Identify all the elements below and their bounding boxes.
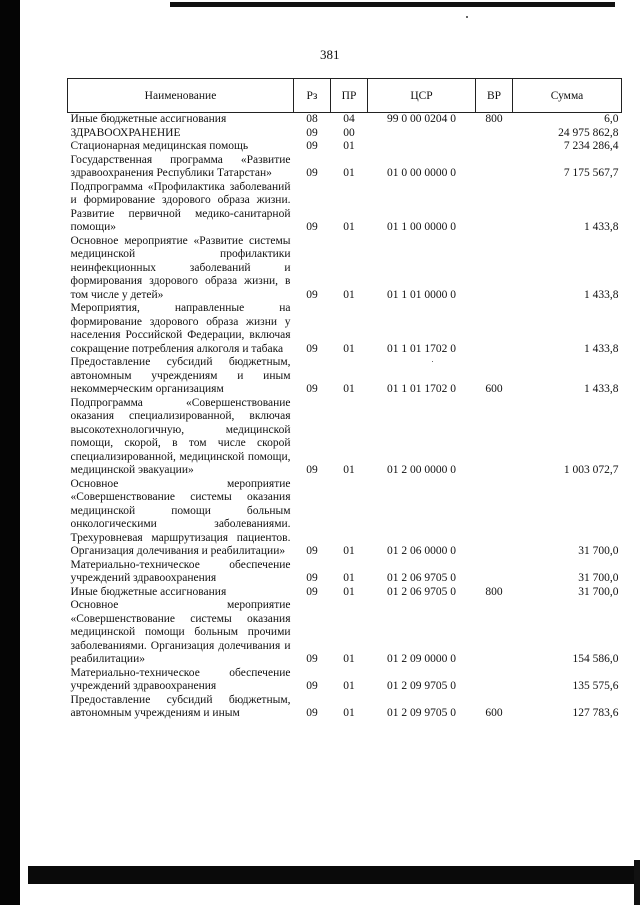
- column-header-name: Наименование: [68, 79, 294, 113]
- row-vr: [476, 559, 513, 586]
- row-rz: 09: [306, 167, 318, 179]
- row-rz: 09: [306, 383, 318, 395]
- row-rz: 09: [306, 342, 318, 355]
- row-rz: 09: [306, 464, 318, 476]
- row-csr: 01 2 06 0000 0: [387, 545, 456, 557]
- row-vr: [476, 127, 513, 141]
- table-row: [68, 235, 622, 303]
- column-header-csr: ЦСР: [368, 79, 476, 113]
- row-name: Иные бюджетные ассигнования: [70, 113, 227, 125]
- row-name: Государственная программа «Развитие здравоохранения Республики Татарстан»: [70, 153, 291, 179]
- row-pr: 01: [343, 221, 355, 233]
- row-sum: 31 700,0: [578, 572, 619, 584]
- row-sum: 24 975 862,8: [558, 126, 619, 139]
- row-name: Основное мероприятие «Развитие системы медицинской профилактики неинфекционных заболеваний и формирования здорового образа жизни, в том числе у детей»: [70, 234, 291, 301]
- row-rz: 09: [306, 140, 318, 152]
- table-row: [68, 127, 622, 141]
- page-number: 381: [320, 47, 340, 62]
- row-sum: 154 586,0: [572, 653, 619, 665]
- row-name: Стационарная медицинская помощь: [70, 140, 249, 152]
- row-sum: 127 783,6: [572, 707, 619, 719]
- row-rz: 08: [306, 113, 318, 125]
- table-row: [68, 113, 622, 127]
- row-vr: [476, 140, 513, 154]
- row-vr: 800: [485, 585, 503, 598]
- scan-left-edge: [0, 0, 20, 905]
- row-name: Иные бюджетные ассигнования: [70, 585, 227, 598]
- row-name: Материально-техническое обеспечение учреждений здравоохранения: [70, 558, 291, 584]
- row-csr: 01 2 00 0000 0: [387, 464, 456, 476]
- row-sum: 31 700,0: [578, 545, 619, 557]
- table-row: [68, 667, 622, 694]
- column-header-sum: Сумма: [513, 79, 622, 113]
- row-csr: 99 0 00 0204 0: [387, 113, 456, 125]
- table-row: [68, 302, 622, 356]
- table-row: [68, 356, 622, 397]
- row-csr: 01 2 09 9705 0: [387, 680, 456, 692]
- row-sum: 1 433,8: [584, 221, 619, 233]
- row-pr: 01: [343, 167, 355, 179]
- row-sum: 7 175 567,7: [563, 167, 619, 179]
- table-row: [68, 181, 622, 235]
- row-csr: 01 1 01 0000 0: [387, 288, 456, 301]
- row-vr: [476, 181, 513, 235]
- row-name: Подпрограмма «Профилактика заболеваний и формирование здорового образа жизни. Развитие первичной медико-санитарной помощи»: [70, 180, 291, 233]
- scan-top-edge: [170, 2, 615, 7]
- row-csr: 01 2 06 9705 0: [387, 585, 456, 598]
- row-csr: [368, 140, 476, 154]
- row-rz: 09: [306, 545, 318, 557]
- row-pr: 01: [343, 383, 355, 395]
- row-rz: 09: [306, 221, 318, 233]
- row-csr: [368, 127, 476, 141]
- row-vr: [476, 302, 513, 356]
- row-rz: 09: [306, 126, 318, 139]
- row-pr: 04: [343, 113, 355, 125]
- row-vr: 800: [485, 113, 503, 125]
- row-name: Основное мероприятие «Совершенствование системы оказания медицинской помощи больным онкологическими заболеваниями. Трехуровневая маршрутизация пациентов. Организация долечивания и реабилитации»: [70, 477, 291, 557]
- row-pr: 01: [343, 464, 355, 476]
- row-name: Основное мероприятие «Совершенствование системы оказания медицинской помощи больным прочими заболеваниями. Организация долечивания и реабилитации»: [70, 599, 291, 665]
- table-row: [68, 478, 622, 559]
- row-name: Подпрограмма «Совершенствование оказания специализированной, включая высокотехнологичную, медицинской помощи, скорой, в том числе скорой специализированной, медицинской помощи, медицинской эвакуации»: [70, 396, 291, 476]
- row-vr: [476, 667, 513, 694]
- row-pr: 01: [343, 653, 355, 665]
- row-sum: 1 003 072,7: [563, 464, 619, 476]
- row-pr: 01: [343, 707, 355, 719]
- row-rz: 09: [306, 653, 318, 665]
- table-row: [68, 154, 622, 181]
- table-row: [68, 559, 622, 586]
- table-header: [68, 79, 622, 113]
- column-header-rz: Рз: [294, 79, 331, 113]
- row-name: Предоставление субсидий бюджетным, автономным учреждениям и иным некоммерческим организациям: [70, 356, 291, 395]
- table-row: [68, 599, 622, 667]
- column-header-vr: ВР: [476, 79, 513, 113]
- row-rz: 09: [306, 288, 318, 301]
- row-sum: 1 433,8: [584, 342, 619, 355]
- table-row: [68, 397, 622, 478]
- scan-speck: [466, 16, 468, 18]
- row-csr: 01 1 01 1702 0: [387, 342, 456, 355]
- row-name: Мероприятия, направленные на формирование здорового образа жизни у населения Российской Федерации, включая сокращение потребления алкоголя и табака: [70, 302, 291, 355]
- column-header-pr: ПР: [331, 79, 368, 113]
- budget-table: [67, 78, 622, 721]
- row-rz: 09: [306, 572, 318, 584]
- row-csr: 01 2 09 0000 0: [387, 653, 456, 665]
- row-vr: [476, 154, 513, 181]
- table-row: [68, 140, 622, 154]
- row-csr: 01 1 00 0000 0: [387, 221, 456, 233]
- row-pr: 01: [343, 545, 355, 557]
- row-pr: 01: [343, 140, 355, 152]
- row-sum: 1 433,8: [584, 383, 619, 395]
- row-csr: 01 1 01 1702 0: [387, 383, 456, 395]
- row-sum: 31 700,0: [578, 585, 619, 598]
- row-pr: 01: [343, 680, 355, 692]
- row-vr: 600: [485, 383, 503, 395]
- row-vr: [476, 478, 513, 559]
- row-pr: 01: [343, 572, 355, 584]
- row-csr: 01 0 00 0000 0: [387, 167, 456, 179]
- row-sum: 6,0: [604, 113, 619, 125]
- row-sum: 1 433,8: [584, 288, 619, 301]
- scan-bottom-edge: [28, 866, 640, 884]
- table-row: [68, 586, 622, 600]
- row-csr: 01 2 06 9705 0: [387, 572, 456, 584]
- row-name: Материально-техническое обеспечение учреждений здравоохранения: [70, 666, 291, 692]
- row-csr: 01 2 09 9705 0: [387, 707, 456, 719]
- row-rz: 09: [306, 585, 318, 598]
- table-row: [68, 694, 622, 721]
- row-sum: 7 234 286,4: [563, 140, 619, 152]
- row-pr: 01: [343, 585, 355, 598]
- row-sum: 135 575,6: [572, 680, 619, 692]
- row-pr: 00: [343, 126, 355, 139]
- row-vr: 600: [485, 707, 503, 719]
- row-name: ЗДРАВООХРАНЕНИЕ: [70, 126, 181, 139]
- row-vr: [476, 397, 513, 478]
- row-name: Предоставление субсидий бюджетным, автономным учреждениям и иным: [70, 693, 291, 719]
- row-pr: 01: [343, 288, 355, 301]
- row-rz: 09: [306, 680, 318, 692]
- row-vr: [476, 599, 513, 667]
- row-vr: [476, 235, 513, 303]
- row-rz: 09: [306, 707, 318, 719]
- row-pr: 01: [343, 342, 355, 355]
- scan-right-edge: [634, 860, 640, 905]
